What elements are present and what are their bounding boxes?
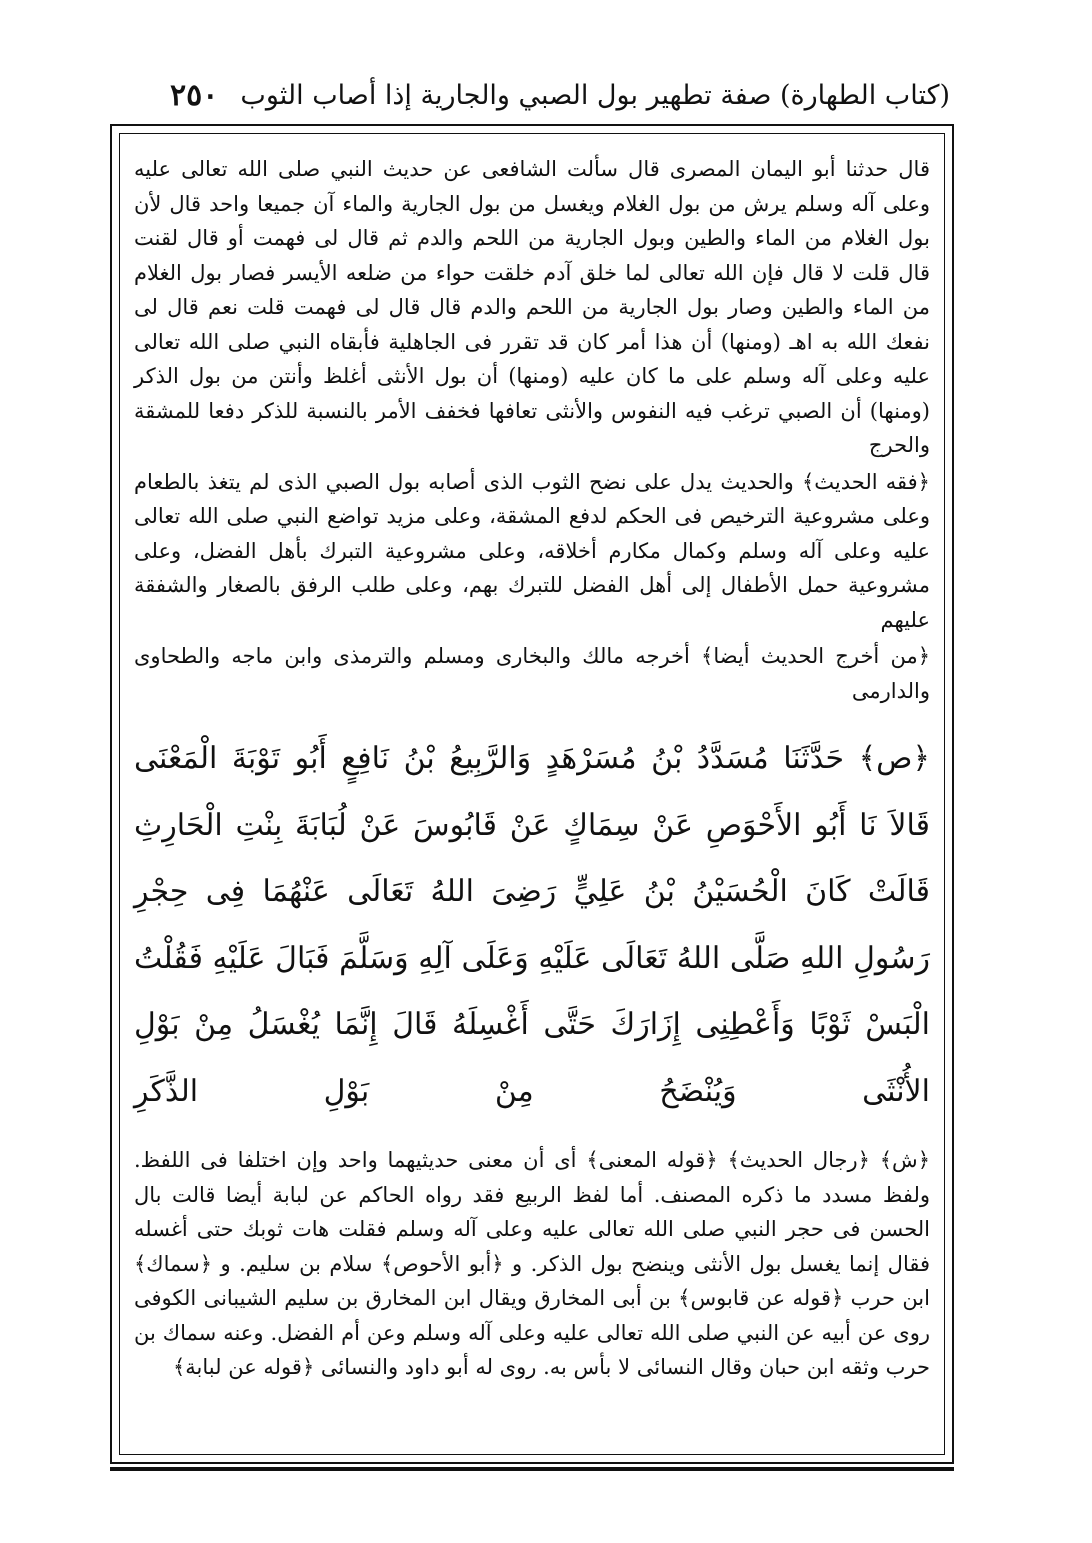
hadith-text: ﴿ص﴾ حَدَّثَنَا مُسَدَّدُ بْنُ مُسَرْهَدٍ وَالرَّبِيعُ بْنُ نَافِعٍ أَبُو تَوْبَةَ الْمَعْنَى قَالاَ نَا أَبُو الأَحْوَصِ عَنْ سِمَاكٍ عَنْ قَابُوسَ عَنْ لُبَابَةَ بِنْتِ الْحَارِثِ قَالَتْ كَانَ الْحُسَيْنُ بْنُ عَلِيٍّ رَضِىَ اللهُ تَعَالَى عَنْهُمَا فِى حِجْرِ رَسُولِ اللهِ صَلَّى اللهُ تَعَالَى عَلَيْهِ وَعَلَى آلِهِ وَسَلَّمَ فَبَالَ عَلَيْهِ فَقُلْتُ الْبَسْ ثَوْبًا وَأَعْطِنِى إِزَارَكَ حَتَّى أَغْسِلَهُ قَالَ إِنَّمَا يُغْسَلُ مِنْ بَوْلِ الأُنْثَى وَيُنْضَحُ مِنْ بَوْلِ الذَّكَرِ [134,741,930,1109]
page-number: ٢٥٠ [170,77,219,113]
page-header [170,70,950,120]
body-paragraph-1: قال حدثنا أبو اليمان المصرى قال سألت الشافعى عن حديث النبي صلى الله تعالى عليه وعلى آله وسلم يرش من بول الغلام ويغسل من بول الجارية والماء آن جميعا واحد قال لأن بول الغلام من الماء والطين وبول الجارية من اللحم والدم ثم قال لى فهمت أو قال لقنت قال قلت لا قال فإن الله تعالى لما خلق آدم خلقت حواء من ضلعه الأيسر فصار بول الغلام من الماء والطين وصار بول الجارية من اللحم والدم قال قال لى فهمت قلت نعم قال لى نفعك الله به اهـ (ومنها) أن هذا أمر كان قد تقرر فى الجاهلية فأبقاه النبي صلى الله تعالى عليه وعلى آله وسلم على ما كان عليه (ومنها) أن بول الأنثى أغلظ وأنتن من بول الذكر (ومنها) أن الصبي ترغب فيه النفوس والأنثى تعافها فخفف الأمر بالنسبة للذكر دفعا للمشقة والحرج [134,157,930,457]
body-paragraph-takhrij: ﴿من أخرج الحديث أيضا﴾ أخرجه مالك والبخارى ومسلم والترمذى وابن ماجه والطحاوى والدارمى [134,644,930,703]
running-title: (كتاب الطهارة) صفة تطهير بول الصبي والجارية إذا أصاب الثوب [240,79,950,111]
page-content [134,152,930,1448]
body-paragraph-fiqh: ﴿فقه الحديث﴾ والحديث يدل على نضح الثوب الذى أصابه بول الصبي الذى لم يتغذ بالطعام وعلى مشروعية الترخيص فى الحكم لدفع المشقة، وعلى مزيد تواضع النبي صلى الله تعالى عليه وعلى آله وسلم وكمال مكارم أخلاقه، وعلى مشروعية التبرك بأهل الفضل، وعلى مشروعية حمل الأطفال إلى أهل الفضل للتبرك بهم، وعلى طلب الرفق بالصغار والشفقة عليهم [134,469,930,632]
commentary-paragraph: ﴿ش﴾ ﴿رجال الحديث﴾ ﴿قوله المعنى﴾ أى أن معنى حديثيهما واحد وإن اختلفا فى اللفظ. ولفظ مسدد ما ذكره المصنف. أما لفظ الربيع فقد رواه الحاكم عن لبابة أيضا قالت بال الحسن فى حجر النبي صلى الله تعالى عليه وعلى آله وسلم فقلت هات ثوبك حتى أغسله فقال إنما يغسل بول الأنثى وينضح بول الذكر. و ﴿أبو الأحوص﴾ سلام بن سليم. و ﴿سماك﴾ ابن حرب ﴿قوله عن قابوس﴾ بن أبى المخارق ويقال ابن المخارق بن سليم الشيبانى الكوفى روى عن أبيه عن النبي صلى الله تعالى عليه وعلى آله وسلم وعن أم الفضل. وعنه سماك بن حرب وثقه ابن حبان وقال النسائى لا بأس به. روى له أبو داود والنسائى ﴿قوله عن لبابة﴾ [134,1148,930,1379]
page-frame [110,124,954,1464]
